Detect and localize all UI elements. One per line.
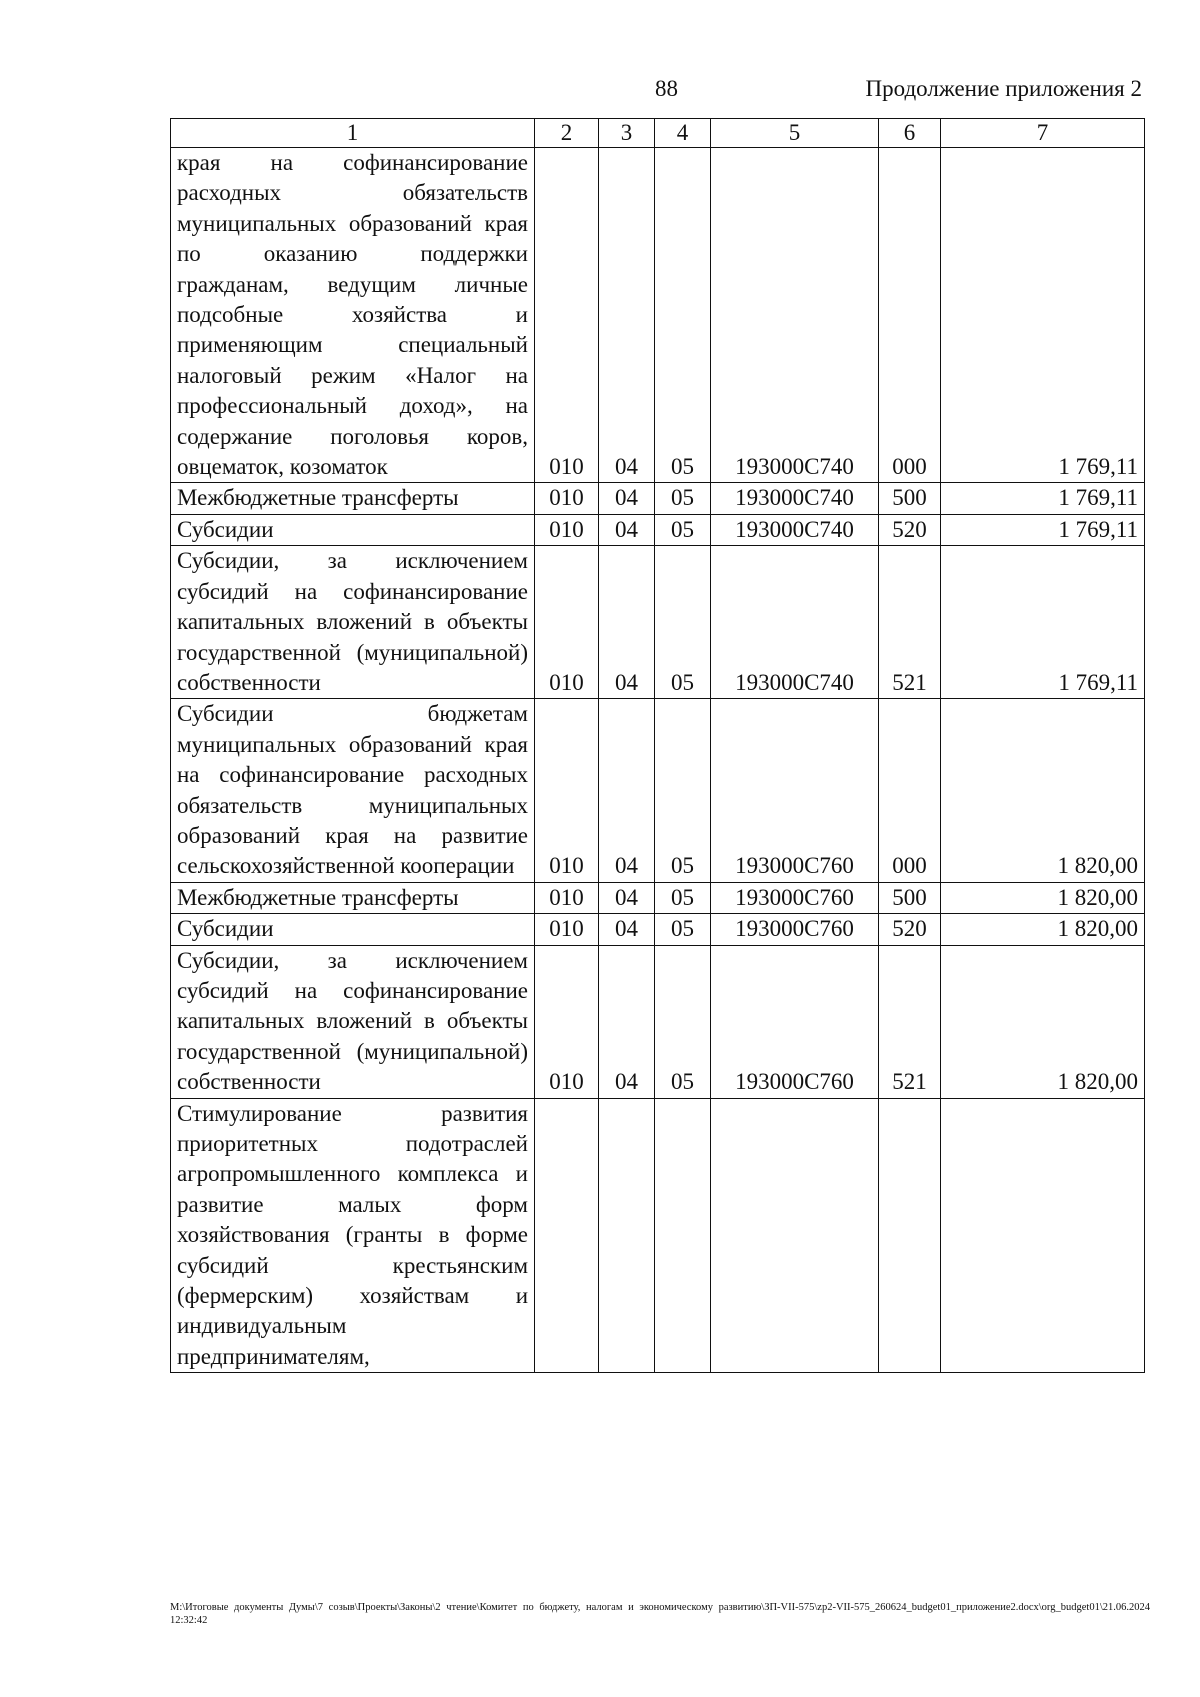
cell-subsection: 05 <box>655 514 711 545</box>
cell-amount: 1 820,00 <box>941 914 1145 945</box>
cell-subsection: 05 <box>655 546 711 699</box>
cell-ministry-code: 010 <box>535 699 599 882</box>
column-header: 5 <box>711 119 879 148</box>
column-header: 4 <box>655 119 711 148</box>
column-header: 7 <box>941 119 1145 148</box>
cell-expense-type: 500 <box>879 483 941 514</box>
cell-expense-type: 000 <box>879 699 941 882</box>
cell-section: 04 <box>599 148 655 483</box>
table-row <box>171 699 1145 882</box>
row-description: Межбюджетные трансферты <box>171 483 535 514</box>
cell-ministry-code <box>535 1098 599 1373</box>
cell-subsection <box>655 1098 711 1373</box>
column-header: 2 <box>535 119 599 148</box>
cell-subsection: 05 <box>655 882 711 913</box>
column-header: 1 <box>171 119 535 148</box>
cell-target-article: 193000С740 <box>711 514 879 545</box>
cell-section: 04 <box>599 914 655 945</box>
row-description: края на софинансирование расходных обязательств муниципальных образований края по оказанию поддержки гражданам, ведущим личные подсобные хозяйства и применяющим специальный налоговый режим «Налог на профессиональный доход», на содержание поголовья коров, овцематок, козоматок <box>171 148 535 483</box>
table-row <box>171 546 1145 699</box>
cell-target-article: 193000С740 <box>711 483 879 514</box>
cell-target-article: 193000С740 <box>711 148 879 483</box>
table-row <box>171 945 1145 1098</box>
column-header: 6 <box>879 119 941 148</box>
cell-amount: 1 820,00 <box>941 945 1145 1098</box>
cell-subsection: 05 <box>655 148 711 483</box>
cell-amount: 1 769,11 <box>941 546 1145 699</box>
cell-expense-type: 000 <box>879 148 941 483</box>
table-header-row <box>171 119 1145 148</box>
cell-ministry-code: 010 <box>535 945 599 1098</box>
continuation-title: Продолжение приложения 2 <box>865 76 1142 101</box>
cell-ministry-code: 010 <box>535 148 599 483</box>
cell-section: 04 <box>599 945 655 1098</box>
cell-section: 04 <box>599 483 655 514</box>
row-description: Межбюджетные трансферты <box>171 882 535 913</box>
row-description: Субсидии <box>171 514 535 545</box>
row-description: Субсидии, за исключением субсидий на софинансирование капитальных вложений в объекты государственной (муниципальной) собственности <box>171 945 535 1098</box>
row-description: Субсидии <box>171 914 535 945</box>
cell-section <box>599 1098 655 1373</box>
cell-ministry-code: 010 <box>535 546 599 699</box>
cell-amount: 1 820,00 <box>941 699 1145 882</box>
cell-target-article: 193000С740 <box>711 546 879 699</box>
column-header: 3 <box>599 119 655 148</box>
cell-target-article <box>711 1098 879 1373</box>
cell-subsection: 05 <box>655 914 711 945</box>
budget-table <box>170 118 1145 1373</box>
cell-target-article: 193000С760 <box>711 882 879 913</box>
cell-expense-type: 500 <box>879 882 941 913</box>
cell-subsection: 05 <box>655 483 711 514</box>
cell-ministry-code: 010 <box>535 914 599 945</box>
cell-amount: 1 769,11 <box>941 148 1145 483</box>
cell-target-article: 193000С760 <box>711 914 879 945</box>
cell-section: 04 <box>599 699 655 882</box>
table-row <box>171 483 1145 514</box>
document-path-footer: M:\Итоговые документы Думы\7 созыв\Проекты\Законы\2 чтение\Комитет по бюджету, налогам и экономическому развитию\ЗП-VII-575\zp2-VII-575_260624_budget01_приложение2.docx\org_budget01\21.06.2024 12:32:42 <box>170 1602 1150 1626</box>
cell-section: 04 <box>599 546 655 699</box>
row-description: Субсидии, за исключением субсидий на софинансирование капитальных вложений в объекты государственной (муниципальной) собственности <box>171 546 535 699</box>
cell-amount: 1 820,00 <box>941 882 1145 913</box>
cell-expense-type: 520 <box>879 914 941 945</box>
cell-target-article: 193000С760 <box>711 945 879 1098</box>
cell-amount <box>941 1098 1145 1373</box>
cell-subsection: 05 <box>655 945 711 1098</box>
cell-amount: 1 769,11 <box>941 483 1145 514</box>
cell-expense-type: 521 <box>879 945 941 1098</box>
cell-section: 04 <box>599 514 655 545</box>
cell-ministry-code: 010 <box>535 483 599 514</box>
row-description: Субсидии бюджетам муниципальных образований края на софинансирование расходных обязательств муниципальных образований края на развитие сельскохозяйственной кооперации <box>171 699 535 882</box>
cell-section: 04 <box>599 882 655 913</box>
table-row <box>171 882 1145 913</box>
table-row <box>171 148 1145 483</box>
cell-subsection: 05 <box>655 699 711 882</box>
cell-expense-type: 521 <box>879 546 941 699</box>
row-description: Стимулирование развития приоритетных подотраслей агропромышленного комплекса и развитие малых форм хозяйствования (гранты в форме субсидий крестьянским (фермерским) хозяйствам и индивидуальным предпринимателям, <box>171 1098 535 1373</box>
cell-amount: 1 769,11 <box>941 514 1145 545</box>
cell-expense-type: 520 <box>879 514 941 545</box>
cell-expense-type <box>879 1098 941 1373</box>
cell-target-article: 193000С760 <box>711 699 879 882</box>
page-number: 88 <box>655 76 678 101</box>
cell-ministry-code: 010 <box>535 882 599 913</box>
table-row <box>171 1098 1145 1373</box>
table-row <box>171 914 1145 945</box>
table-row <box>171 514 1145 545</box>
cell-ministry-code: 010 <box>535 514 599 545</box>
